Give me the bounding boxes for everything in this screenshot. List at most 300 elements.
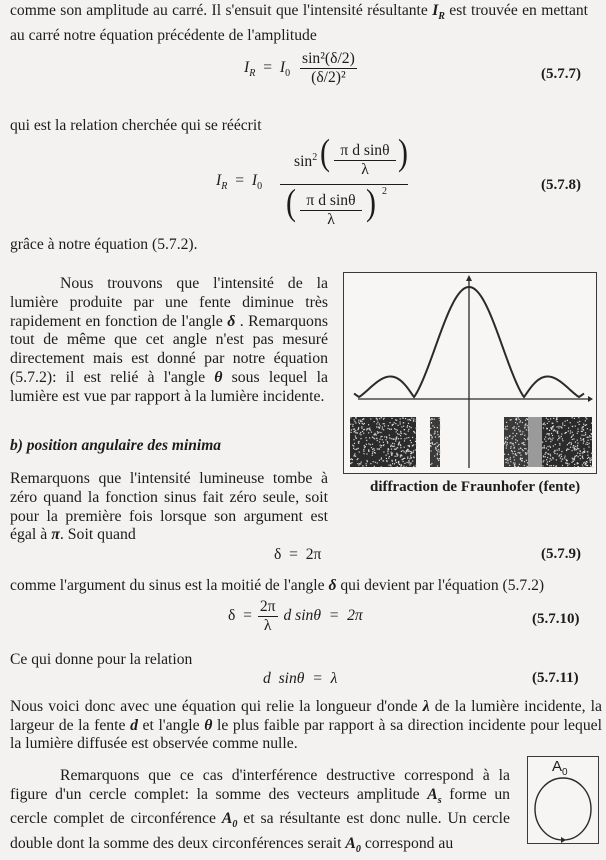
- fringe-speckle: [380, 447, 381, 448]
- fringe-speckle: [392, 463, 393, 464]
- fringe-speckle: [440, 427, 441, 428]
- fringe-speckle: [561, 433, 562, 434]
- fringe-speckle: [413, 456, 414, 457]
- fringe-speckle: [386, 437, 387, 438]
- fringe-speckle: [351, 429, 352, 430]
- fringe-speckle: [559, 443, 560, 444]
- fringe-speckle: [394, 449, 395, 450]
- fringe-speckle: [528, 427, 529, 428]
- fringe-speckle: [372, 451, 373, 452]
- fringe-speckle: [413, 450, 414, 451]
- fringe-speckle: [386, 460, 387, 461]
- section-heading: b) position angulaire des minima: [10, 437, 222, 454]
- fringe-speckle: [587, 455, 588, 456]
- fringe-speckle: [566, 463, 567, 464]
- fringe-speckle: [363, 449, 364, 450]
- fringe-speckle: [360, 463, 361, 464]
- fringe-speckle: [407, 457, 408, 458]
- fringe-speckle: [363, 453, 364, 454]
- fringe-speckle: [382, 426, 383, 427]
- fringe-speckle: [403, 458, 404, 459]
- fringe-speckle: [354, 429, 355, 430]
- fringe-speckle: [392, 443, 393, 444]
- fringe-speckle: [590, 465, 591, 466]
- fringe-speckle: [437, 434, 438, 435]
- fringe-speckle: [519, 422, 520, 423]
- fringe-speckle: [586, 465, 587, 466]
- fringe-speckle: [577, 448, 578, 449]
- fringe-speckle: [358, 422, 359, 423]
- fringe-speckle: [398, 444, 399, 445]
- fringe-speckle: [381, 436, 382, 437]
- fringe-speckle: [391, 455, 392, 456]
- fringe-speckle: [552, 427, 553, 428]
- fringe-speckle: [358, 443, 359, 444]
- fringe-speckle: [573, 434, 574, 435]
- fringe-speckle: [554, 453, 555, 454]
- fringe-speckle: [380, 425, 381, 426]
- fringe-speckle: [513, 445, 514, 446]
- fringe-speckle: [580, 438, 581, 439]
- fringe-speckle: [436, 450, 437, 451]
- fringe-speckle: [552, 439, 553, 440]
- fringe-speckle: [373, 437, 374, 438]
- fringe-speckle: [366, 465, 367, 466]
- fringe-speckle: [518, 429, 519, 430]
- fringe-speckle: [561, 427, 562, 428]
- fringe-speckle: [355, 422, 356, 423]
- fringe-speckle: [579, 421, 580, 422]
- fringe-speckle: [559, 444, 560, 445]
- fringe-speckle: [356, 418, 357, 419]
- fringe-speckle: [592, 467, 593, 468]
- fringe-speckle: [359, 451, 360, 452]
- fringe-speckle: [510, 448, 511, 449]
- fringe-speckle: [590, 439, 591, 440]
- fringe-speckle: [515, 454, 516, 455]
- fringe-speckle: [394, 463, 395, 464]
- equation-5-7-11: d sinθ = λ: [263, 670, 338, 687]
- fringe-speckle: [404, 440, 405, 441]
- fringe-speckle: [354, 419, 355, 420]
- fringe-speckle: [507, 426, 508, 427]
- fringe-speckle: [558, 435, 559, 436]
- fringe-speckle: [389, 429, 390, 430]
- fringe-speckle: [366, 460, 367, 461]
- fringe-speckle: [407, 427, 408, 428]
- fringe-speckle: [363, 433, 364, 434]
- fringe-speckle: [434, 455, 435, 456]
- fringe-speckle: [551, 465, 552, 466]
- fringe-speckle: [397, 466, 398, 467]
- fringe-speckle: [522, 434, 523, 435]
- fringe-speckle: [550, 441, 551, 442]
- fringe-speckle: [405, 434, 406, 435]
- fringe-speckle: [377, 440, 378, 441]
- fringe-speckle: [572, 439, 573, 440]
- fringe-speckle: [591, 459, 592, 460]
- fringe-speckle: [544, 447, 545, 448]
- fringe-speckle: [410, 463, 411, 464]
- fringe-speckle: [360, 438, 361, 439]
- fringe-speckle: [388, 465, 389, 466]
- fringe-speckle: [413, 452, 414, 453]
- fringe-speckle: [405, 418, 406, 419]
- fringe-speckle: [406, 437, 407, 438]
- fringe-speckle: [416, 465, 417, 466]
- fringe-speckle: [410, 455, 411, 456]
- fringe-speckle: [403, 426, 404, 427]
- fringe-speckle: [574, 418, 575, 419]
- fringe-speckle: [553, 458, 554, 459]
- fringe-speckle: [352, 445, 353, 446]
- fringe-speckle: [506, 422, 507, 423]
- fringe-speckle: [574, 450, 575, 451]
- fringe-speckle: [516, 455, 517, 456]
- text: est trouvée en mettant au carré notre équation précédente de l'amplitude: [10, 2, 588, 44]
- fringe-speckle: [570, 422, 571, 423]
- fringe-speckle: [358, 464, 359, 465]
- fringe-speckle: [542, 442, 543, 443]
- fringe-speckle: [391, 460, 392, 461]
- fringe-speckle: [411, 442, 412, 443]
- fringe-speckle: [398, 461, 399, 462]
- fringe-speckle: [544, 423, 545, 424]
- fringe-speckle: [572, 450, 573, 451]
- fringe-speckle: [377, 462, 378, 463]
- fringe-speckle: [439, 420, 440, 421]
- fringe-speckle: [404, 451, 405, 452]
- equation-5-7-9: δ = 2π: [274, 546, 322, 563]
- fringe-speckle: [366, 463, 367, 464]
- fringe-speckle: [525, 423, 526, 424]
- fringe-speckle: [396, 448, 397, 449]
- fringe-speckle: [523, 444, 524, 445]
- fringe-speckle: [381, 466, 382, 467]
- fringe-speckle: [548, 449, 549, 450]
- fringe-speckle: [431, 435, 432, 436]
- fringe-speckle: [354, 453, 355, 454]
- fringe-speckle: [416, 427, 417, 428]
- fringe-speckle: [590, 429, 591, 430]
- fringe-speckle: [408, 437, 409, 438]
- fringe-speckle: [522, 431, 523, 432]
- fringe-speckle: [507, 458, 508, 459]
- fringe-speckle: [361, 462, 362, 463]
- fringe-speckle: [386, 455, 387, 456]
- fringe-speckle: [568, 428, 569, 429]
- fringe-speckle: [396, 438, 397, 439]
- fringe-speckle: [519, 431, 520, 432]
- fringe-speckle: [583, 441, 584, 442]
- fringe-speckle: [391, 438, 392, 439]
- fringe-speckle: [558, 456, 559, 457]
- fringe-speckle: [542, 465, 543, 466]
- fringe-speckle: [566, 460, 567, 461]
- fringe-speckle: [583, 435, 584, 436]
- fringe-speckle: [514, 430, 515, 431]
- fringe-speckle: [510, 457, 511, 458]
- fringe-speckle: [578, 466, 579, 467]
- fringe-speckle: [518, 452, 519, 453]
- paragraph-reference: grâce à notre équation (5.7.2).: [10, 236, 198, 253]
- fringe-speckle: [507, 437, 508, 438]
- fringe-speckle: [406, 450, 407, 451]
- fringe-speckle: [430, 450, 431, 451]
- fringe-speckle: [525, 452, 526, 453]
- fringe-speckle: [361, 428, 362, 429]
- fringe-speckle: [377, 433, 378, 434]
- fringe-speckle: [591, 457, 592, 458]
- fringe-speckle: [383, 451, 384, 452]
- fringe-speckle: [410, 451, 411, 452]
- fringe-speckle: [373, 448, 374, 449]
- fringe-speckle: [514, 447, 515, 448]
- fringe-speckle: [404, 429, 405, 430]
- phasor-circle-figure: [527, 756, 599, 844]
- fringe-speckle: [400, 447, 401, 448]
- fringe-speckle: [567, 444, 568, 445]
- fringe-speckle: [590, 462, 591, 463]
- fringe-speckle: [568, 449, 569, 450]
- fringe-speckle: [522, 458, 523, 459]
- fringe-speckle: [395, 419, 396, 420]
- fringe-speckle: [407, 458, 408, 459]
- fringe-speckle: [439, 436, 440, 437]
- fringe-speckle: [519, 464, 520, 465]
- fringe-speckle: [524, 465, 525, 466]
- fringe-speckle: [570, 430, 571, 431]
- fringe-speckle: [567, 420, 568, 421]
- fringe-speckle: [514, 426, 515, 427]
- fringe-speckle: [409, 445, 410, 446]
- fringe-speckle: [362, 419, 363, 420]
- fringe-speckle: [564, 425, 565, 426]
- diffraction-plot: [344, 273, 596, 473]
- fringe-speckle: [357, 459, 358, 460]
- fringe-pattern: [350, 417, 592, 467]
- fringe-speckle: [395, 423, 396, 424]
- fringe-speckle: [515, 453, 516, 454]
- fringe-speckle: [552, 435, 553, 436]
- fringe-speckle: [520, 420, 521, 421]
- fringe-speckle: [588, 440, 589, 441]
- fringe-speckle: [402, 459, 403, 460]
- fringe-speckle: [360, 432, 361, 433]
- fringe-speckle: [436, 448, 437, 449]
- fringe-speckle: [588, 457, 589, 458]
- fringe-speckle: [408, 423, 409, 424]
- fringe-speckle: [525, 427, 526, 428]
- fringe-speckle: [397, 430, 398, 431]
- fringe-speckle: [432, 444, 433, 445]
- equation-number-5-7-9: (5.7.9): [541, 546, 581, 562]
- fringe-speckle: [363, 424, 364, 425]
- fringe-speckle: [368, 432, 369, 433]
- fringe-speckle: [520, 434, 521, 435]
- fringe-speckle: [370, 444, 371, 445]
- fringe-speckle: [435, 431, 436, 432]
- fringe-speckle: [392, 445, 393, 446]
- fringe-speckle: [557, 450, 558, 451]
- fringe-speckle: [553, 445, 554, 446]
- fringe-speckle: [384, 425, 385, 426]
- fringe-speckle: [577, 443, 578, 444]
- fringe-speckle: [591, 433, 592, 434]
- fringe-speckle: [430, 446, 431, 447]
- fringe-speckle: [377, 431, 378, 432]
- equation-number-5-7-10: (5.7.10): [532, 611, 580, 627]
- fringe-speckle: [375, 462, 376, 463]
- fringe-speckle: [365, 446, 366, 447]
- fringe-speckle: [350, 432, 351, 433]
- equation-5-7-7: $I_R = I_0$ $\frac{\text{sin²(δ/2)}}{\text{(δ/2)²}}$: [244, 50, 355, 86]
- fringe-speckle: [583, 443, 584, 444]
- fringe-speckle: [385, 439, 386, 440]
- fringe-speckle: [506, 459, 507, 460]
- fringe-speckle: [351, 458, 352, 459]
- fringe-speckle: [572, 426, 573, 427]
- fringe-speckle: [397, 455, 398, 456]
- fringe-speckle: [377, 422, 378, 423]
- fringe-speckle: [527, 419, 528, 420]
- fringe-speckle: [437, 427, 438, 428]
- fringe-speckle: [582, 458, 583, 459]
- fringe-speckle: [363, 451, 364, 452]
- fringe-speckle: [556, 419, 557, 420]
- fringe-speckle: [587, 451, 588, 452]
- fringe-speckle: [394, 428, 395, 429]
- fringe-speckle: [407, 462, 408, 463]
- fringe-speckle: [415, 449, 416, 450]
- fringe-speckle: [350, 417, 351, 418]
- fringe-speckle: [414, 432, 415, 433]
- fringe-speckle: [506, 448, 507, 449]
- fringe-speckle: [396, 462, 397, 463]
- fringe-speckle: [379, 448, 380, 449]
- fringe-speckle: [520, 448, 521, 449]
- fringe-speckle: [516, 428, 517, 429]
- fringe-speckle: [409, 451, 410, 452]
- fringe-speckle: [382, 439, 383, 440]
- fringe-speckle: [389, 437, 390, 438]
- fringe-speckle: [404, 438, 405, 439]
- fringe-speckle: [550, 458, 551, 459]
- fringe-speckle: [353, 448, 354, 449]
- fringe-speckle: [374, 452, 375, 453]
- fringe-speckle: [413, 444, 414, 445]
- fringe-speckle: [509, 435, 510, 436]
- fringe-speckle: [430, 464, 431, 465]
- fringe-speckle: [525, 439, 526, 440]
- fringe-speckle: [553, 465, 554, 466]
- fringe-speckle: [381, 445, 382, 446]
- fringe-speckle: [434, 419, 435, 420]
- fringe-speckle: [555, 430, 556, 431]
- fringe-speckle: [546, 448, 547, 449]
- fringe-speckle: [409, 458, 410, 459]
- fringe-speckle: [548, 438, 549, 439]
- fringe-speckle: [437, 451, 438, 452]
- fringe-speckle: [505, 437, 506, 438]
- fringe-speckle: [547, 419, 548, 420]
- fringe-speckle: [387, 441, 388, 442]
- fringe-speckle: [507, 460, 508, 461]
- fringe-speckle: [391, 429, 392, 430]
- fringe-speckle: [587, 437, 588, 438]
- var-IR: $I_R$: [432, 2, 445, 23]
- fringe-speckle: [526, 448, 527, 449]
- fringe-speckle: [367, 461, 368, 462]
- fringe-speckle: [359, 441, 360, 442]
- fringe-speckle: [553, 418, 554, 419]
- fringe-speckle: [411, 467, 412, 468]
- fringe-speckle: [408, 460, 409, 461]
- fringe-speckle: [546, 459, 547, 460]
- fringe-speckle: [516, 433, 517, 434]
- fringe-speckle: [588, 447, 589, 448]
- fringe-speckle: [518, 426, 519, 427]
- fringe-speckle: [439, 458, 440, 459]
- fringe-speckle: [562, 465, 563, 466]
- fringe-speckle: [374, 438, 375, 439]
- fringe-speckle: [437, 459, 438, 460]
- fringe-speckle: [510, 442, 511, 443]
- fringe-speckle: [514, 459, 515, 460]
- fringe-speckle: [516, 419, 517, 420]
- fringe-speckle: [550, 428, 551, 429]
- fringe-speckle: [379, 428, 380, 429]
- fringe-speckle: [368, 450, 369, 451]
- fringe-speckle: [355, 432, 356, 433]
- fringe-speckle: [359, 433, 360, 434]
- fringe-speckle: [572, 432, 573, 433]
- fringe-speckle: [389, 422, 390, 423]
- fringe-speckle: [373, 434, 374, 435]
- fringe-speckle: [354, 431, 355, 432]
- fringe-speckle: [372, 449, 373, 450]
- fringe-speckle: [416, 444, 417, 445]
- fringe-speckle: [367, 428, 368, 429]
- fringe-speckle: [507, 439, 508, 440]
- fringe-speckle: [549, 438, 550, 439]
- fringe-speckle: [524, 448, 525, 449]
- fringe-speckle: [567, 465, 568, 466]
- fringe-speckle: [351, 462, 352, 463]
- fringe-speckle: [578, 456, 579, 457]
- fringe-speckle: [547, 446, 548, 447]
- fringe-speckle: [377, 448, 378, 449]
- fringe-speckle: [557, 421, 558, 422]
- fringe-speckle: [356, 449, 357, 450]
- figure-caption: diffraction de Fraunhofer (fente): [370, 479, 581, 495]
- fringe-speckle: [368, 443, 369, 444]
- fringe-speckle: [550, 418, 551, 419]
- fringe-speckle: [415, 441, 416, 442]
- fringe-speckle: [407, 451, 408, 452]
- fringe-speckle: [387, 428, 388, 429]
- fringe-speckle: [559, 450, 560, 451]
- fringe-speckle: [394, 422, 395, 423]
- fringe-speckle: [409, 464, 410, 465]
- fringe-speckle: [504, 454, 505, 455]
- fringe-speckle: [545, 452, 546, 453]
- fringe-speckle: [528, 450, 529, 451]
- fringe-speckle: [589, 443, 590, 444]
- fringe-speckle: [551, 459, 552, 460]
- fringe-speckle: [513, 453, 514, 454]
- fringe-speckle: [549, 430, 550, 431]
